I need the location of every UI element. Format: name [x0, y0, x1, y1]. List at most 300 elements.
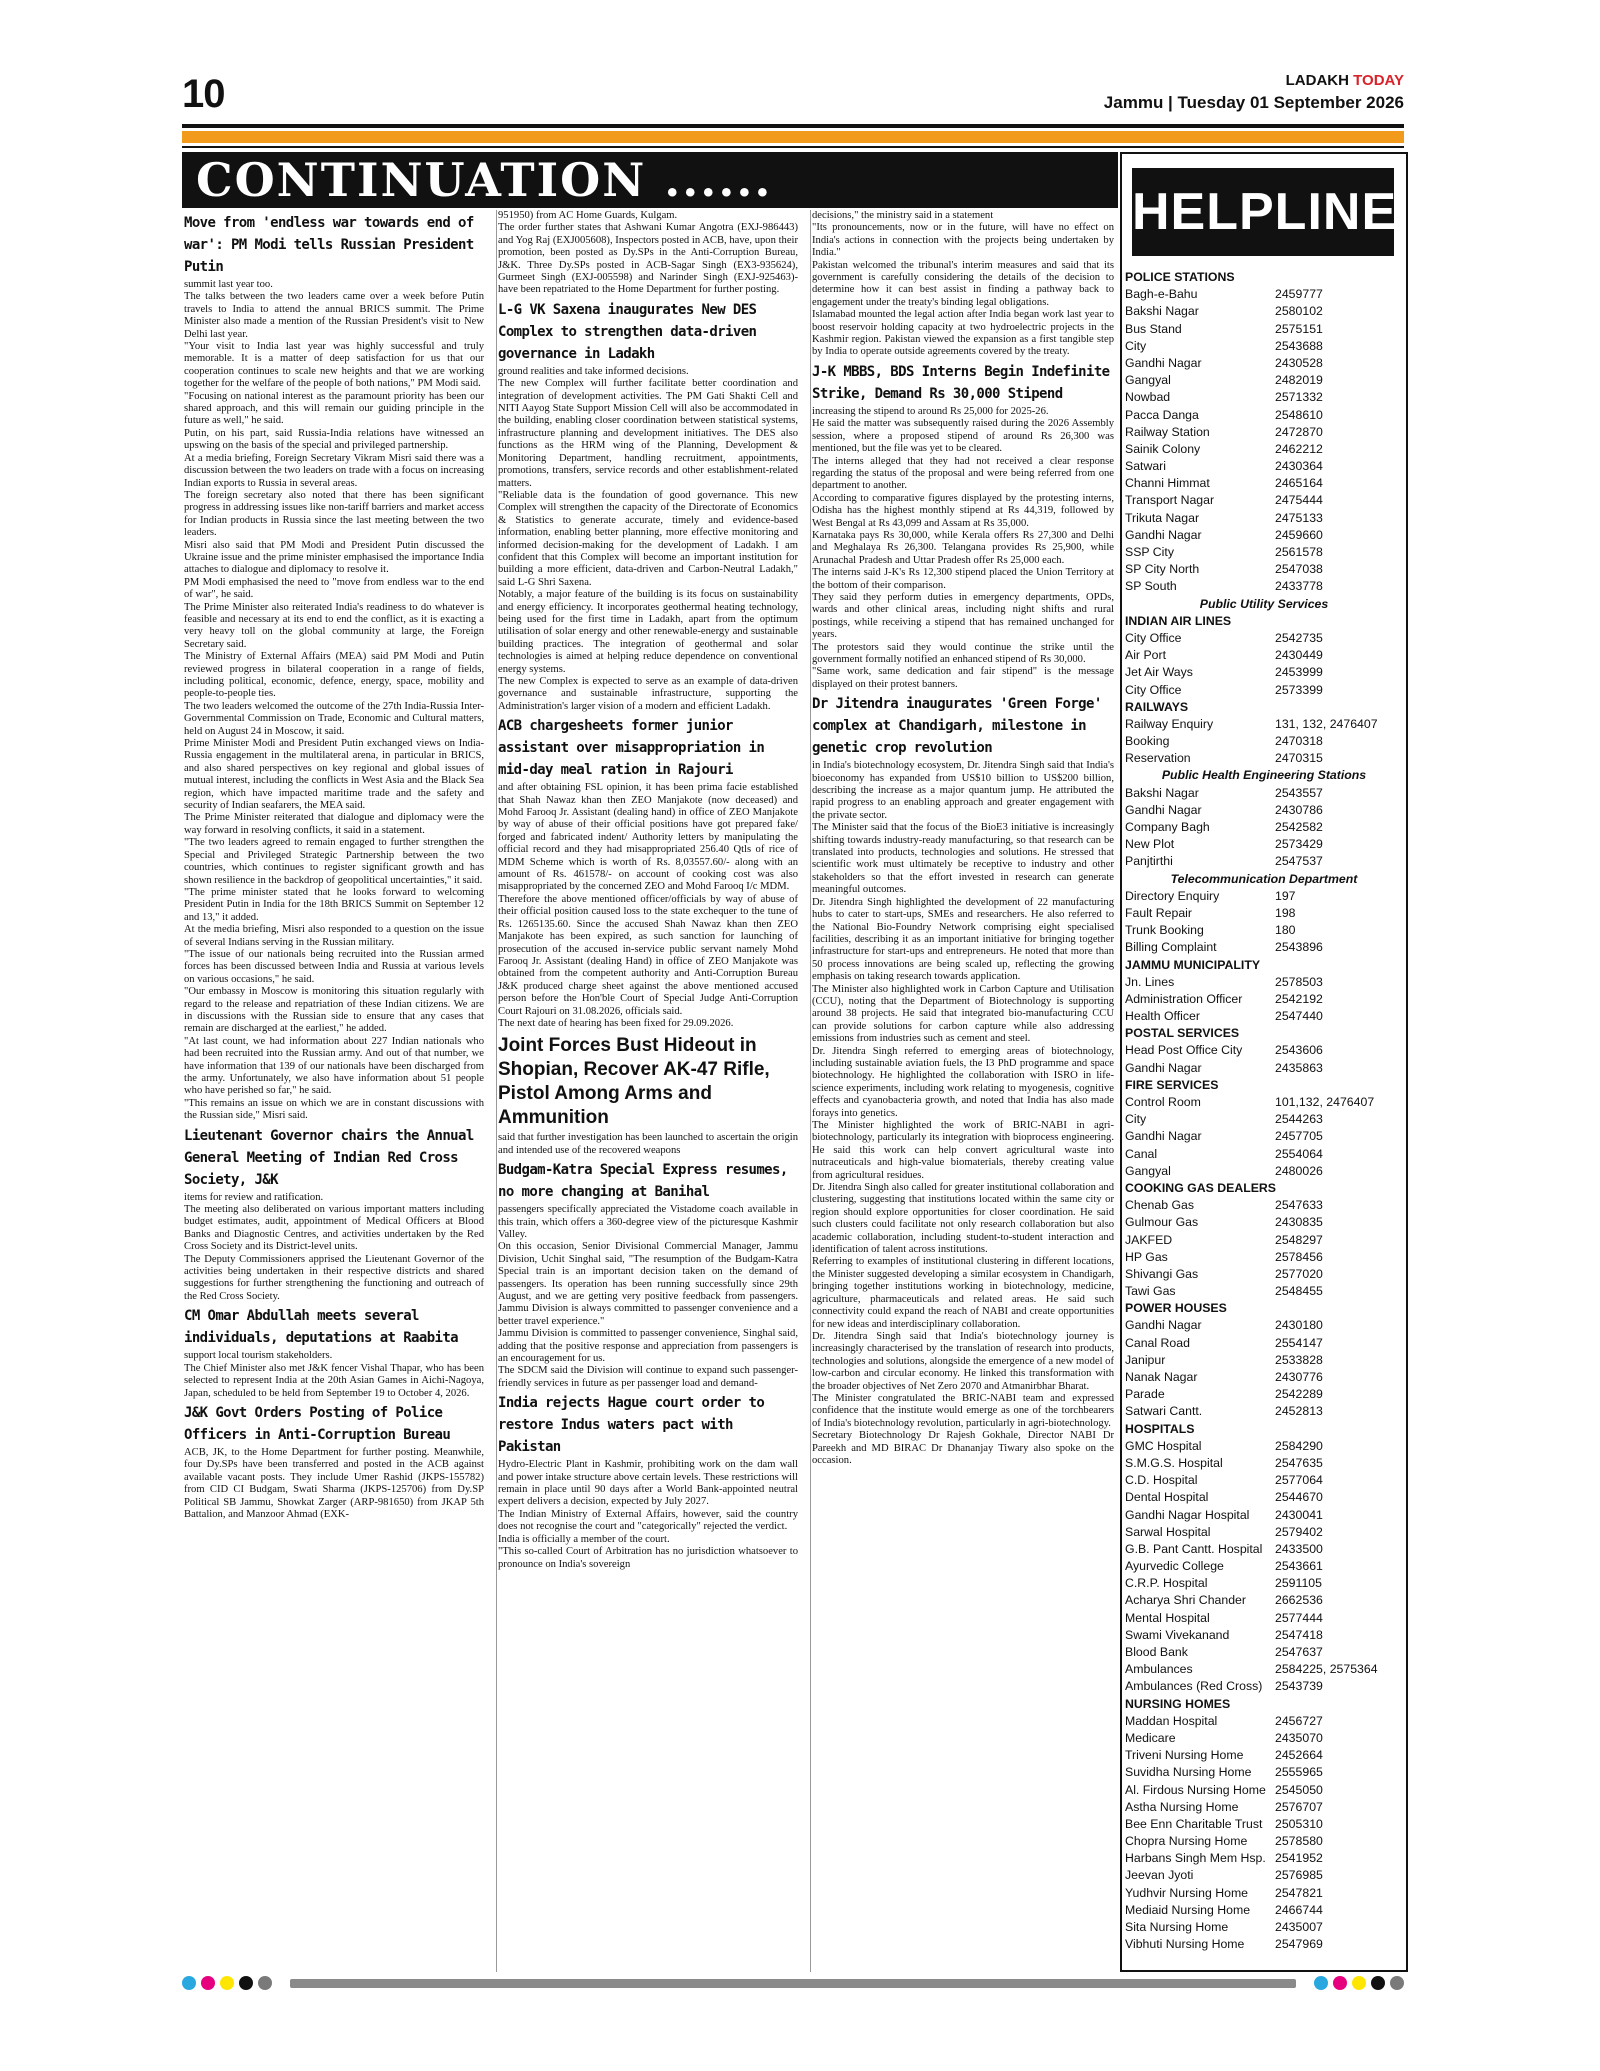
helpline-entry-name: HP Gas: [1125, 1249, 1168, 1264]
helpline-entry-number: 2433500: [1275, 1541, 1323, 1556]
paragraph: The Minister also highlighted work in Carbon Capture and Utilisation (CCU), noting that the Department of Biotechnology is supporting around 38 projects. He said that integrated bio-manufacturing CCU can provide solutions for carbon capture while also addressing emissions from industries such as cement and steel.: [812, 983, 1114, 1045]
paragraph: On this occasion, Senior Divisional Commercial Manager, Jammu Division, Uchit Singhal said, "The resumption of the Budgam-Katra Special train is an important decision taken on the demand of passengers. Its operation has been running successfully since 29th August, and we are getting very positive feedback from passengers. Jammu Division is always committed to passenger convenience and a better travel experience.": [498, 1241, 798, 1327]
helpline-entry-number: 2554064: [1275, 1146, 1323, 1161]
accent-band: [182, 131, 1404, 143]
helpline-entry: [1125, 1111, 1403, 1128]
helpline-entry: [1125, 321, 1403, 338]
helpline-entry-name: Parade: [1125, 1387, 1165, 1402]
helpline-entry: [1125, 561, 1403, 578]
helpline-entry-number: 2543557: [1275, 785, 1323, 800]
helpline-entry-number: 2543896: [1275, 940, 1323, 955]
paragraph: "Same work, same dedication and fair stipend" is the message displayed on their protest banners.: [812, 666, 1114, 690]
registration-dot: [1333, 1976, 1347, 1990]
helpline-entry: [1125, 1575, 1403, 1592]
helpline-entry-name: Gandhi Nagar: [1125, 802, 1202, 817]
helpline-entry-name: Canal: [1125, 1146, 1158, 1161]
helpline-entry-name: Sarwal Hospital: [1125, 1524, 1211, 1539]
helpline-entry-name: New Plot: [1125, 837, 1175, 852]
registration-dot: [1390, 1976, 1404, 1990]
helpline-entry: [1125, 1661, 1403, 1678]
helpline-entry: [1125, 1782, 1403, 1799]
paragraph: Karnataka pays Rs 30,000, while Kerala offers Rs 27,300 and Delhi and Meghalaya Rs 26,300. Telangana provides Rs 25,900, while Arunachal Pradesh and Uttar Pradesh offer Rs 25,000 each.: [812, 529, 1114, 566]
helpline-entry-name: City Office: [1125, 682, 1182, 697]
helpline-entry: [1125, 1163, 1403, 1180]
helpline-entry: [1125, 1799, 1403, 1816]
helpline-entry: [1125, 1266, 1403, 1283]
helpline-entry-number: 2430041: [1275, 1507, 1323, 1522]
helpline-list: [1125, 269, 1403, 1953]
helpline-entry-number: 2430528: [1275, 355, 1323, 370]
helpline-entry-number: 2573429: [1275, 837, 1323, 852]
helpline-entry-number: 2435007: [1275, 1920, 1323, 1934]
helpline-entry: [1125, 1833, 1403, 1850]
helpline-entry-name: Jeevan Jyoti: [1125, 1868, 1194, 1883]
helpline-entry: [1125, 1042, 1403, 1059]
helpline-entry-number: 197: [1275, 888, 1296, 903]
helpline-entry: [1125, 1472, 1403, 1489]
helpline-entry: [1125, 819, 1403, 836]
paragraph: The Ministry of External Affairs (MEA) said PM Modi and Putin reviewed progress in bilateral cooperation in a range of fields, including political, economic, defence, energy, space, mobility and people-to-people ties.: [184, 651, 484, 700]
helpline-entry-number: 101,132, 2476407: [1275, 1095, 1375, 1109]
paragraph: in India's biotechnology ecosystem, Dr. Jitendra Singh said that India's bioeconomy has expanded from US$10 billion to US$200 billion, describing the increase as a major quantum jump. He attributed the rapid progress to an enabling approach and greater engagement with the private sector.: [812, 760, 1114, 821]
paragraph: Dr. Jitendra Singh also called for greater institutional collaboration and clustering, suggesting that institutions located within the same city or region should explore opportunities for closer coordination. He said such clusters could facilitate not only research collaboration but also academic collaboration, including student-to-student interaction and identification of talent across institutions.: [812, 1182, 1114, 1256]
paragraph: "This so-called Court of Arbitration has no jurisdiction whatsoever to pronounce on India's sovereign: [498, 1546, 798, 1570]
paragraph: The talks between the two leaders came over a week before Putin travels to India to attend the annual BRICS summit. The Prime Minister also made a mention of the Russian President's visit to New Delhi last year.: [184, 291, 484, 340]
helpline-entry-name: Ayurvedic College: [1125, 1559, 1224, 1574]
helpline-entry-number: 2547418: [1275, 1627, 1323, 1642]
helpline-entry: [1125, 1558, 1403, 1575]
helpline-entry: [1125, 1352, 1403, 1369]
helpline-entry-name: Chenab Gas: [1125, 1198, 1195, 1213]
helpline-entry-name: Railway Enquiry: [1125, 716, 1214, 731]
helpline-entry: [1125, 1232, 1403, 1249]
helpline-entry-name: Satwari Cantt.: [1125, 1404, 1203, 1419]
helpline-entry-number: 2571332: [1275, 390, 1323, 405]
helpline-entry: [1125, 372, 1403, 389]
headline: India rejects Hague court order to restore Indus waters pact with Pakistan: [498, 1395, 765, 1456]
brand-name: LADAKH: [1285, 72, 1349, 89]
helpline-entry-number: 2430776: [1275, 1370, 1323, 1384]
helpline-entry-number: 2435863: [1275, 1060, 1323, 1075]
helpline-entry-number: 2541952: [1275, 1851, 1323, 1866]
helpline-entry: [1125, 286, 1403, 303]
helpline-entry-number: 2470318: [1275, 734, 1323, 749]
helpline-section-heading: INDIAN AIR LINES: [1125, 613, 1232, 628]
helpline-entry-name: City: [1125, 1112, 1147, 1127]
helpline-entry: [1125, 424, 1403, 441]
helpline-section-heading: COOKING GAS DEALERS: [1125, 1180, 1276, 1195]
helpline-entry-number: 2548455: [1275, 1284, 1323, 1299]
helpline-entry-number: 2452813: [1275, 1404, 1323, 1419]
registration-dot: [1314, 1976, 1328, 1990]
helpline-entry: [1125, 1283, 1403, 1300]
paragraph: ground realities and take informed decisions.: [498, 365, 689, 377]
helpline-entry: [1125, 1094, 1403, 1111]
helpline-entry: [1125, 1403, 1403, 1420]
helpline-entry-number: 2548610: [1275, 407, 1323, 422]
helpline-entry-number: 2430835: [1275, 1215, 1323, 1230]
helpline-box: [1120, 152, 1408, 1972]
paragraph: "Focusing on national interest as the paramount priority has been our shared approach, and this will remain our guiding principle in the future as well," he said.: [184, 390, 484, 427]
helpline-entry-number: 198: [1275, 905, 1296, 920]
helpline-entry-name: Gandhi Nagar: [1125, 1060, 1202, 1075]
paragraph: PM Modi emphasised the need to "move from endless war to the end of war", he said.: [184, 576, 484, 601]
helpline-entry-number: 2555965: [1275, 1765, 1323, 1780]
helpline-entry-number: 2452664: [1275, 1748, 1323, 1763]
paragraph: At a media briefing, Foreign Secretary Vikram Misri said there was a discussion between the two leaders on trade with a focus on increasing Indian exports to Russia in several areas.: [184, 452, 484, 489]
helpline-entry-number: 2465164: [1275, 476, 1323, 491]
helpline-entry: [1125, 785, 1403, 802]
helpline-entry: [1125, 1885, 1403, 1902]
helpline-entry: [1125, 1386, 1403, 1403]
helpline-entry-name: Nowbad: [1125, 390, 1171, 405]
helpline-entry-name: Mediaid Nursing Home: [1125, 1902, 1251, 1917]
helpline-entry-number: 2577444: [1275, 1610, 1323, 1625]
helpline-entry-number: 2543739: [1275, 1679, 1323, 1694]
helpline-entry-number: 2547969: [1275, 1937, 1323, 1952]
helpline-entry: [1125, 974, 1403, 991]
registration-dot: [182, 1976, 196, 1990]
helpline-entry: [1125, 1524, 1403, 1541]
helpline-entry: [1125, 578, 1403, 595]
helpline-entry-name: Ambulances: [1125, 1662, 1193, 1677]
helpline-entry-number: 2584290: [1275, 1438, 1323, 1453]
helpline-entry: [1125, 1816, 1403, 1833]
helpline-entry-name: Swami Vivekanand: [1125, 1627, 1230, 1642]
helpline-entry-name: Medicare: [1125, 1730, 1176, 1745]
helpline-subheading: Public Utility Services: [1199, 596, 1329, 611]
helpline-entry-name: S.M.G.S. Hospital: [1125, 1455, 1223, 1470]
helpline-entry-name: Health Officer: [1125, 1009, 1200, 1024]
helpline-entry-name: Booking: [1125, 734, 1170, 749]
header-rule-thin: [182, 146, 1404, 148]
helpline-entry-number: 2576985: [1275, 1868, 1323, 1883]
helpline-entry: [1125, 1610, 1403, 1627]
headline: Dr Jitendra inaugurates 'Green Forge' complex at Chandigarh, milestone in genetic crop revolution: [812, 696, 1102, 757]
helpline-entry-number: 2545050: [1275, 1782, 1323, 1797]
paragraph: "The prime minister stated that he looks forward to welcoming President Putin in India for the 18th BRICS Summit on September 12 and 13," it added.: [184, 886, 484, 923]
helpline-section-heading: NURSING HOMES: [1125, 1696, 1231, 1711]
paragraph: At the media briefing, Misri also responded to a question on the issue of several Indians serving in the Russian military.: [184, 924, 484, 948]
helpline-entry-name: City Office: [1125, 630, 1182, 645]
helpline-entry-number: 2547038: [1275, 562, 1323, 577]
helpline-entry: [1125, 1644, 1403, 1661]
helpline-entry-number: 2591105: [1275, 1576, 1322, 1591]
paragraph: The Minister said that the focus of the BioE3 initiative is increasingly shifting towards industry-ready manufacturing, so that research can be translated into products, technologies and solutions. He stressed that scientific work must ultimately be receptive to industry and other stakeholders so that the effort invested in research can generate meaningful outcomes.: [812, 822, 1114, 896]
paragraph: "At last count, we had information about 227 Indian nationals who had been recruited into the Russian army. And out of that number, we have information that 139 of our nationals have been discharged from the army. Unfortunately, we also have information about 51 people who have perished so far," he said.: [184, 1035, 484, 1097]
helpline-entry-number: 2542582: [1275, 820, 1323, 834]
helpline-entry-number: 2575151: [1275, 321, 1323, 336]
helpline-entry-number: 2544670: [1275, 1490, 1323, 1505]
helpline-entry-number: 2578580: [1275, 1834, 1323, 1849]
helpline-entry: [1125, 1197, 1403, 1214]
helpline-section-heading: JAMMU MUNICIPALITY: [1125, 957, 1261, 972]
helpline-entry-name: Fault Repair: [1125, 905, 1192, 920]
helpline-entry-number: 2542192: [1275, 991, 1323, 1006]
helpline-entry-name: Control Room: [1125, 1095, 1201, 1109]
helpline-entry: [1125, 630, 1403, 647]
paragraph: The protestors said they would continue the strike until the government formally notified an enhanced stipend of Rs 30,000.: [812, 641, 1114, 665]
helpline-entry: [1125, 303, 1403, 320]
registration-dot: [239, 1976, 253, 1990]
helpline-entry: [1125, 716, 1403, 733]
headline: J&K Govt Orders Posting of Police Officers in Anti-Corruption Bureau: [184, 1404, 451, 1443]
headline-large: Joint Forces Bust Hideout in Shopian, Recover AK-47 Rifle, Pistol Among Arms and Ammunition: [498, 1035, 770, 1129]
paragraph: Therefore the above mentioned officer/officials by way of abuse of their official position caused loss to the state exchequer to the tune of Rs. 1265135.60. Since the accused Shah Nawaz khan then ZEO Manjakote has been expired, as such sanction for launching of prosecution of the accused in-service public servant namely Mohd Farooq Jr. Assistant (dealing Hand) in office of ZEO Manjakote was obtained from the competent authority and Anti-Corruption Bureau J&K produced charge sheet against the above mentioned accused person before the Hon'ble Court of Special Judge Anti-Corruption Court Rajouri on 31.08.2026, officials said.: [498, 893, 798, 1017]
helpline-section-heading: FIRE SERVICES: [1125, 1077, 1219, 1092]
helpline-entry-name: Billing Complaint: [1125, 940, 1217, 955]
paragraph: "Reliable data is the foundation of good governance. This new Complex will strengthen the capacity of the Directorate of Economics & Statistics to generate accurate, timely and evidence-based information, enabling better planning, more effective monitoring and informed decision-making for the development of Ladakh. I am confident that this Complex will become an important institution for building a more efficient, data-driven and Carbon-Neutral Ladakh," said L-G Shri Saxena.: [498, 489, 798, 588]
column-1: [184, 210, 484, 1972]
helpline-section-heading: POWER HOUSES: [1125, 1301, 1227, 1316]
helpline-section-heading: HOSPITALS: [1125, 1421, 1195, 1436]
helpline-entry: [1125, 664, 1403, 681]
helpline-entry-name: Railway Station: [1125, 424, 1210, 439]
paragraph: increasing the stipend to around Rs 25,000 for 2025-26.: [812, 405, 1049, 417]
helpline-entry-name: Harbans Singh Mem Hsp.: [1125, 1851, 1266, 1866]
helpline-entry: [1125, 544, 1403, 561]
color-registration-dots: [182, 1976, 272, 1990]
helpline-entry: [1125, 1317, 1403, 1334]
helpline-entry-name: Gandhi Nagar: [1125, 355, 1202, 370]
helpline-entry-number: 2470315: [1275, 751, 1323, 766]
registration-dot: [1371, 1976, 1385, 1990]
helpline-entry-number: 2462212: [1275, 441, 1323, 456]
helpline-entry-name: C.D. Hospital: [1125, 1473, 1198, 1488]
helpline-entry-name: Gulmour Gas: [1125, 1215, 1199, 1230]
helpline-entry: [1125, 1936, 1403, 1953]
paragraph: Hydro-Electric Plant in Kashmir, prohibiting work on the dam wall and power intake structure above certain levels. These restrictions will remain in place until 90 days after a World Bank-appointed neutral expert delivers a decision, expected by July 2027.: [498, 1459, 798, 1508]
helpline-entry-name: Acharya Shri Chander: [1125, 1593, 1246, 1608]
helpline-entry: [1125, 1678, 1403, 1695]
paragraph: The meeting also deliberated on various important matters including budget estimates, audit, appointment of Medical Officers at Blood Banks and Diagnostic Centres, and activities undertaken by the Red Cross Society and its District-level units.: [184, 1204, 484, 1253]
paragraph: 951950) from AC Home Guards, Kulgam.: [498, 210, 678, 221]
helpline-entry-name: Sita Nursing Home: [1125, 1920, 1229, 1934]
helpline-entry: [1125, 1008, 1403, 1025]
headline: Move from 'endless war towards end of war': PM Modi tells Russian President Putin: [184, 215, 474, 275]
helpline-entry: [1125, 1713, 1403, 1730]
helpline-entry-number: 2578503: [1275, 974, 1323, 989]
helpline-entry: [1125, 407, 1403, 424]
helpline-entry-number: 2459660: [1275, 527, 1323, 542]
helpline-entry-name: Transport Nagar: [1125, 493, 1215, 508]
helpline-entry-name: SSP City: [1125, 545, 1174, 559]
helpline-entry-name: Gangyal: [1125, 373, 1171, 388]
helpline-entry-name: Jn. Lines: [1125, 974, 1175, 989]
helpline-entry-name: Maddan Hospital: [1125, 1713, 1218, 1728]
helpline-entry: [1125, 1455, 1403, 1472]
helpline-entry-number: 2505310: [1275, 1816, 1323, 1831]
helpline-entry-name: Mental Hospital: [1125, 1610, 1210, 1625]
helpline-entry: [1125, 682, 1403, 699]
helpline-entry: [1125, 1060, 1403, 1077]
helpline-entry-number: 2544263: [1275, 1112, 1323, 1127]
helpline-entry-name: Shivangi Gas: [1125, 1266, 1199, 1281]
paragraph: India is officially a member of the court.: [498, 1533, 670, 1545]
paragraph: The Chief Minister also met J&K fencer Vishal Thapar, who has been selected to represent India at the 20th Asian Games in Aichi-Nagoya, Japan, scheduled to be held from September 19 to October 4, 2026.: [184, 1362, 484, 1399]
helpline-entry: [1125, 1146, 1403, 1163]
helpline-entry-name: Head Post Office City: [1125, 1043, 1243, 1058]
paragraph: "Our embassy in Moscow is monitoring this situation regularly with regard to the release and repatriation of these Indian citizens. We are in discussions with the Russian side to ensure that any cases that remain are discharged at the earliest," he added.: [184, 986, 484, 1035]
paragraph: The interns alleged that they had not received a clear response regarding the status of the proposal and were being referred from one department to another.: [812, 455, 1114, 492]
helpline-entry-name: Trikuta Nagar: [1125, 510, 1200, 525]
paragraph: Referring to examples of institutional clustering in different locations, the Minister suggested developing a similar ecosystem in Chandigarh, bringing together institutions working in biotechnology, medicine, agriculture, pharmaceuticals and related areas. He said such connectivity could expand the reach of NABI and create opportunities for new ideas and interdisciplinary collaboration.: [812, 1256, 1114, 1330]
helpline-entry-number: 2475133: [1275, 510, 1323, 525]
helpline-section-heading: RAILWAYS: [1125, 699, 1189, 714]
helpline-entry-number: 2578456: [1275, 1249, 1323, 1264]
helpline-entry-name: Gandhi Nagar: [1125, 1129, 1202, 1144]
helpline-entry: [1125, 1730, 1403, 1747]
helpline-entry-number: 180: [1275, 923, 1296, 938]
paragraph: Dr. Jitendra Singh highlighted the development of 22 manufacturing hubs to cater to start-ups, SMEs and researchers. He also referred to the National Bio-Foundry Network comprising eight specialised facilities, describing it as an important initiative for bringing together infrastructure for start-ups and entrepreneurs. He noted that more than 50 process innovations are being scaled up, reflecting the growing emphasis on taking research towards application.: [812, 896, 1114, 983]
helpline-entry-name: Gandhi Nagar Hospital: [1125, 1507, 1250, 1522]
helpline-entry-number: 2547633: [1275, 1198, 1323, 1213]
helpline-entry-name: Astha Nursing Home: [1125, 1799, 1239, 1814]
helpline-entry-name: Jet Air Ways: [1125, 665, 1193, 680]
helpline-entry-name: Triveni Nursing Home: [1125, 1748, 1244, 1763]
helpline-entry: [1125, 389, 1403, 406]
helpline-entry-number: 2577064: [1275, 1473, 1323, 1488]
helpline-entry-name: Bus Stand: [1125, 321, 1182, 336]
helpline-entry: [1125, 836, 1403, 853]
paragraph: said that further investigation has been launched to ascertain the origin and intended use of the recovered weapons: [498, 1132, 798, 1156]
helpline-subheading: Public Health Engineering Stations: [1161, 768, 1367, 783]
helpline-entry-name: Channi Himmat: [1125, 476, 1210, 491]
helpline-entry-name: Company Bagh: [1125, 820, 1210, 834]
helpline-section-heading: POLICE STATIONS: [1125, 270, 1235, 284]
helpline-entry-name: Bagh-e-Bahu: [1125, 287, 1198, 302]
helpline-entry-number: 2542735: [1275, 630, 1323, 645]
helpline-entry-name: Blood Bank: [1125, 1645, 1188, 1659]
paragraph: Dr. Jitendra Singh referred to emerging areas of biotechnology, including sustainable aviation fuels, the I3 PhD programme and space biotechnology. He highlighted the collaboration with ISRO in life-science experiments, including work relating to myogenesis, cognitive effects and cyanobacteria growth, and noted that India has also made forays into genetics.: [812, 1045, 1114, 1119]
headline: CM Omar Abdullah meets several individuals, deputations at Raabita: [184, 1308, 459, 1347]
footer-strip: [182, 1976, 1404, 1992]
paragraph: The Prime Minister reiterated that dialogue and diplomacy were the way forward in resolving conflicts, it said in a statement.: [184, 812, 484, 836]
helpline-entry-name: Panjtirthi: [1125, 854, 1173, 869]
helpline-entry-name: Al. Firdous Nursing Home: [1125, 1782, 1266, 1797]
helpline-entry-number: 2482019: [1275, 373, 1323, 388]
headline: L-G VK Saxena inaugurates New DES Complex to strengthen data-driven governance in Ladakh: [498, 301, 757, 362]
helpline-entry: [1125, 853, 1403, 870]
helpline-entry-number: 2543661: [1275, 1559, 1323, 1574]
registration-dot: [258, 1976, 272, 1990]
helpline-entry-name: City: [1125, 338, 1147, 353]
helpline-entry-number: 2547537: [1275, 854, 1323, 869]
helpline-entry-number: 2577020: [1275, 1266, 1323, 1281]
paragraph: "This remains an issue on which we are in constant discussions with the Russian side," Misri said.: [184, 1097, 484, 1122]
helpline-entry-number: 2430449: [1275, 648, 1323, 663]
helpline-entry-number: 2543688: [1275, 338, 1323, 353]
paragraph: passengers specifically appreciated the Vistadome coach available in this train, which offers a 360-degree view of the picturesque Kashmir Valley.: [498, 1204, 798, 1240]
helpline-entry-name: Chopra Nursing Home: [1125, 1834, 1248, 1849]
helpline-entry: [1125, 355, 1403, 372]
paragraph: The SDCM said the Division will continue to expand such passenger-friendly services in future as per passenger load and demand-: [498, 1365, 798, 1389]
helpline-entry: [1125, 939, 1403, 956]
helpline-entry: [1125, 1128, 1403, 1145]
helpline-entry: [1125, 750, 1403, 767]
section-banner: CONTINUATION ......: [182, 152, 1118, 208]
helpline-entry: [1125, 510, 1403, 527]
helpline-entry: [1125, 647, 1403, 664]
footer-bar: [290, 1979, 1296, 1988]
helpline-entry: [1125, 1335, 1403, 1352]
helpline-entry-number: 2430364: [1275, 459, 1323, 474]
helpline-entry-name: Administration Officer: [1125, 991, 1243, 1006]
paragraph: The Minister congratulated the BRIC-NABI team and expressed confidence that the institute would emerge as one of the torchbearers of India's biotechnology revolution, particularly in agri-biotechnology.: [812, 1392, 1114, 1429]
helpline-entry: [1125, 1627, 1403, 1644]
paragraph: The Prime Minister also reiterated India's readiness to do whatever is feasible and necessary at its end to end the conflict, as it is exacting a very heavy toll on the global community at large, the Foreign Secretary said.: [184, 601, 484, 650]
helpline-entry-name: Sainik Colony: [1125, 441, 1201, 456]
helpline-entry-number: 2573399: [1275, 682, 1323, 697]
helpline-entry: [1125, 1592, 1403, 1609]
paragraph: Prime Minister Modi and President Putin exchanged views on India-Russia engagement in the multilateral arena, in particular in BRICS, and also shared perspectives on key regional and global issues of mutual interest, including the conflicts in West Asia and the Black Sea region, which have impacted maritime trade and the safety and security of Indian seafarers, the MEA said.: [184, 738, 484, 812]
column-2: [498, 210, 798, 1972]
helpline-entry-number: 2475444: [1275, 493, 1323, 508]
helpline-entry-number: 2433778: [1275, 579, 1323, 594]
helpline-entry-name: Bakshi Nagar: [1125, 785, 1199, 800]
helpline-entry-name: G.B. Pant Cantt. Hospital: [1125, 1541, 1263, 1556]
helpline-subheading: Telecommunication Department: [1170, 871, 1358, 886]
helpline-entry-name: Trunk Booking: [1125, 923, 1204, 938]
paragraph: The order further states that Ashwani Kumar Angotra (EXJ-986443) and Yog Raj (EXJ005608), Inspectors posted in ACB, have, upon their promotion, been posted as Dy.SPs in the Anti-Corruption Bureau, J&K. Three Dy.SPs posted in ACB-Sagar Singh (EX3-935624), Gurmeet Singh (EXJ-005598) and Narinder Singh (EXJ-925463)-have been repatriated to the Home Department for further posting.: [498, 222, 798, 296]
paragraph: They said they perform duties in emergency departments, OPDs, wards and other clinical areas, including night shifts and rural postings, while receiving a stipend that has remained unchanged for years.: [812, 591, 1114, 641]
helpline-entry-name: Tawi Gas: [1125, 1284, 1176, 1299]
helpline-entry-number: 2459777: [1275, 287, 1323, 302]
helpline-entry-number: 2547440: [1275, 1009, 1323, 1024]
paragraph: "The two leaders agreed to remain engaged to further strengthen the Special and Privileged Strategic Partnership between the two countries, which continues to register significant growth and has shown resilience in the backdrop of geopolitical uncertainties," it said.: [184, 837, 484, 886]
paragraph: The Minister highlighted the work of BRIC-NABI in agri-biotechnology, particularly its integration with bioprocess engineering. He said this work can help convert agricultural waste into nutraceuticals and high-value biomaterials, thereby creating value from agricultural residues.: [812, 1120, 1114, 1181]
headline: Lieutenant Governor chairs the Annual General Meeting of Indian Red Cross Society, J&K: [184, 1127, 474, 1188]
column-3: [812, 210, 1114, 1972]
helpline-entry-name: Gangyal: [1125, 1163, 1171, 1178]
helpline-entry-name: Ambulances (Red Cross): [1125, 1679, 1263, 1694]
helpline-entry: [1125, 492, 1403, 509]
helpline-entry: [1125, 905, 1403, 922]
helpline-entry-name: C.R.P. Hospital: [1125, 1576, 1208, 1591]
helpline-entry-name: Directory Enquiry: [1125, 888, 1220, 903]
helpline-section-heading: POSTAL SERVICES: [1125, 1026, 1240, 1041]
helpline-entry-number: 2547637: [1275, 1645, 1323, 1659]
helpline-entry-name: Pacca Danga: [1125, 407, 1199, 422]
helpline-entry-number: 2580102: [1275, 304, 1323, 319]
helpline-entry-number: 2533828: [1275, 1352, 1323, 1367]
helpline-entry: [1125, 1919, 1403, 1936]
paragraph: The Deputy Commissioners apprised the Lieutenant Governor of the activities being undertaken in their respective districts and shared suggestions for further strengthening the functioning and outreach of the Red Cross Society.: [184, 1253, 484, 1302]
helpline-entry: [1125, 1747, 1403, 1764]
helpline-entry: [1125, 527, 1403, 544]
helpline-entry: [1125, 1507, 1403, 1524]
helpline-entry: [1125, 1902, 1403, 1919]
paragraph: Secretary Biotechnology Dr Rajesh Gokhale, Director NABI Dr Pareekh and MD BIRAC Dr Dhananjay Tiwary also spoke on the occasion.: [812, 1430, 1114, 1466]
helpline-entry-name: SP South: [1125, 579, 1177, 594]
page-number: 10: [182, 72, 225, 116]
helpline-entry-number: 2543606: [1275, 1043, 1323, 1058]
header-rule: [182, 124, 1404, 128]
helpline-entry: [1125, 888, 1403, 905]
helpline-entry-name: Suvidha Nursing Home: [1125, 1765, 1252, 1780]
helpline-entry-name: Reservation: [1125, 751, 1191, 766]
paragraph: According to comparative figures displayed by the protesting interns, Odisha has the highest monthly stipend at Rs 44,319, followed by West Bengal at Rs 43,099 and Assam at Rs 35,000.: [812, 492, 1114, 529]
paragraph: Dr. Jitendra Singh said that India's biotechnology journey is increasingly characterised by the translation of research into products, technologies and solutions, alongside the emergence of a new model of low-carbon and circular economy. He linked this transformation with the broader objectives of Net Zero 2070 and Atmanirbhar Bharat.: [812, 1330, 1114, 1392]
helpline-entry: [1125, 1764, 1403, 1781]
paragraph: The two leaders welcomed the outcome of the 27th India-Russia Inter-Governmental Commission on Trade, Economic and Cultural matters, held on August 24 in Moscow, it said.: [184, 700, 484, 737]
helpline-entry-number: 2456727: [1275, 1713, 1323, 1728]
paragraph: Islamabad mounted the legal action after India began work last year to boost reservoir holding capacity at two hydroelectric projects in the Kashmir region. Pakistan viewed the expansion as a first tangible step by India to operate outside agreements covered by the treaty.: [812, 309, 1114, 358]
paragraph: decisions," the ministry said in a statement: [812, 210, 994, 221]
paragraph: items for review and ratification.: [184, 1191, 324, 1203]
helpline-entry-name: JAKFED: [1125, 1232, 1173, 1247]
helpline-entry-number: 2579402: [1275, 1524, 1323, 1539]
